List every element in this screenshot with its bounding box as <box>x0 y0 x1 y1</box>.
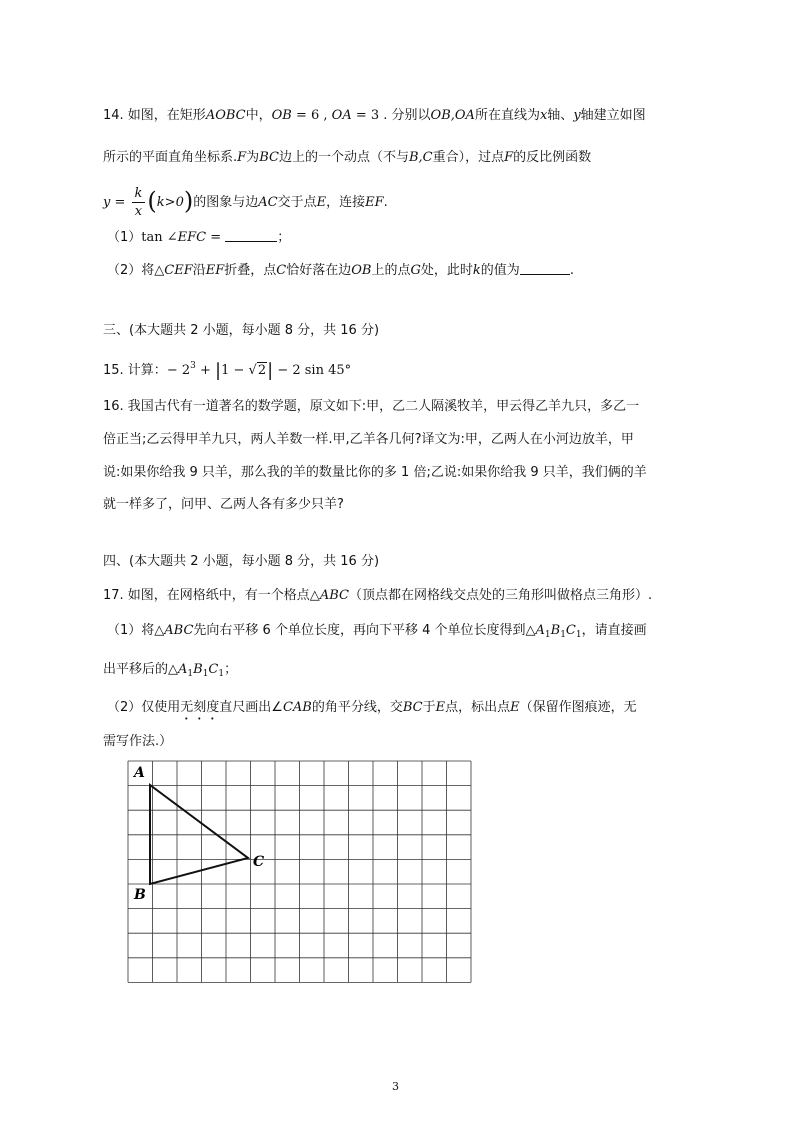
denominator: x <box>134 204 143 219</box>
point-b1: B <box>193 662 203 677</box>
text: （顶点都在网格线交点处的三角形叫做格点三角形）. <box>348 588 653 603</box>
q15: 15. 计算：− $2^3 + |1 - √2| - 2$ sin 45° <box>103 360 352 381</box>
text: 所在直线为 <box>474 108 540 123</box>
q17-part2 <box>107 699 637 723</box>
text: . <box>383 195 388 210</box>
point-f: F <box>237 150 247 165</box>
segment-bc: BC <box>259 150 279 165</box>
text: = 3 . 分别以 <box>351 108 431 123</box>
point-e: E <box>316 195 327 210</box>
sqrt-2: √2 <box>248 363 267 378</box>
point-a1: A <box>178 662 188 677</box>
numerator: k <box>132 185 146 203</box>
text: . <box>569 263 574 278</box>
q14-part1 <box>107 229 290 247</box>
text: 重合），过点 <box>432 150 505 165</box>
point-f: F <box>504 150 514 165</box>
point-e: E <box>510 700 520 715</box>
text: 中， <box>245 108 272 123</box>
text: ； <box>277 230 291 245</box>
q17-part1b <box>103 661 237 683</box>
text: ，请直接画 <box>581 623 647 638</box>
q17-part2b: 需写作法.） <box>103 734 173 749</box>
text: （2）仅使用 <box>107 700 181 715</box>
text: − 2 sin 45° <box>273 363 352 378</box>
segment-ob: OB <box>351 263 372 278</box>
segment-ob: OB <box>271 108 292 123</box>
text: 交于点 <box>277 195 317 210</box>
var-y: y <box>573 108 581 123</box>
q15-label: 15. 计算： <box>103 363 167 378</box>
text: 于 <box>422 700 436 715</box>
text: = <box>206 230 226 245</box>
q16-line3: 说:如果你给我 9 只羊，那么我的羊的数量比你的多 1 倍;乙说:如果你给我 9 只羊，我们俩的羊 <box>103 465 647 480</box>
text: 先向右平移 6 个单位长度，再向下平移 4 个单位长度得到△ <box>193 623 536 638</box>
text: 折叠，点 <box>224 263 277 278</box>
angle-cab: CAB <box>282 700 312 715</box>
text: 的图象与边 <box>193 195 259 210</box>
fraction-k-over-x <box>132 185 146 220</box>
var-x: x <box>539 108 548 123</box>
var-k: k <box>472 263 481 278</box>
segment-ac: AC <box>258 195 278 210</box>
point-c1: C <box>565 623 576 638</box>
q14-intro: 14. 如图，在矩形 <box>103 108 206 123</box>
triangle-cef: CEF <box>164 263 193 278</box>
label-a: A <box>134 765 145 781</box>
point-g: G <box>410 263 421 278</box>
emphasis-text: 无刻度 <box>180 700 220 715</box>
triangle-abc: ABC <box>319 588 349 603</box>
text: ，连接 <box>326 195 366 210</box>
segment-bc: BC <box>402 700 423 715</box>
text: 边上的一个动点（不与 <box>278 150 409 165</box>
q16-line2: 倍正当;乙云得甲羊九只，两人羊数一样.甲,乙羊各几何?译文为:甲，乙两人在小河边放羊，甲 <box>103 432 634 447</box>
q14-part2 <box>107 262 574 280</box>
q17-part1 <box>107 622 647 644</box>
text: 1 − <box>221 363 249 378</box>
condition: k>0 <box>156 195 184 210</box>
radicand: 2 <box>257 363 267 378</box>
subscript: 1 <box>187 669 194 679</box>
angle-efc: EFC <box>177 230 207 245</box>
text: 沿 <box>192 263 206 278</box>
grid-figure <box>120 760 480 990</box>
text: 出平移后的△ <box>103 662 178 677</box>
text: 所示的平面直角坐标系. <box>103 150 238 165</box>
subscript: 1 <box>202 669 209 679</box>
text: ； <box>224 662 238 677</box>
text: （保留作图痕迹，无 <box>519 700 637 715</box>
text: 上的点 <box>371 263 411 278</box>
part-label: （2）将△ <box>107 263 165 278</box>
point-b1: B <box>550 623 561 638</box>
answer-blank[interactable] <box>520 262 570 275</box>
q14-line3: y = $\frac{k}{x}$ (k>0)的图象与边AC交于点E，连接EF. <box>103 186 388 219</box>
subscript: 1 <box>218 669 225 679</box>
point-c1: C <box>208 662 219 677</box>
points-bc: B,C <box>408 150 433 165</box>
answer-blank[interactable] <box>225 229 277 242</box>
text: 17. 如图，在网格纸中，有一个格点△ <box>103 588 320 603</box>
point-a1: A <box>535 623 545 638</box>
segment-oa: OA <box>331 108 352 123</box>
text: − 2 <box>166 363 191 378</box>
q17-line1 <box>103 587 652 605</box>
triangle-abc: ABC <box>164 623 194 638</box>
segment-ef: EF <box>365 195 384 210</box>
subscript: 1 <box>560 630 566 640</box>
point-e: E <box>435 700 446 715</box>
label-b: B <box>134 887 146 903</box>
var-y: y <box>103 195 111 210</box>
text: 轴、 <box>547 108 574 123</box>
label-c: C <box>253 854 265 870</box>
subscript: 1 <box>575 630 582 640</box>
point-c: C <box>276 263 287 278</box>
subscript: 1 <box>544 630 551 640</box>
text: 的角平分线，交 <box>311 700 403 715</box>
text: 为 <box>246 150 260 165</box>
q14-line1 <box>103 107 646 125</box>
text: 的反比例函数 <box>513 150 592 165</box>
text: 点，标出点 <box>445 700 511 715</box>
q14-line2 <box>103 149 591 167</box>
text: （1）将△ <box>107 623 165 638</box>
text: tan ∠ <box>141 230 178 245</box>
text: 处，此时 <box>420 263 473 278</box>
part-label: （1） <box>107 230 142 245</box>
text: 轴建立如图 <box>580 108 646 123</box>
section-3-heading: 三、(本大题共 2 小题，每小题 8 分，共 16 分) <box>103 323 380 338</box>
grid-lines <box>128 761 471 982</box>
text: = <box>110 195 130 210</box>
text: 恰好落在边 <box>286 263 352 278</box>
text: 的值为 <box>480 263 520 278</box>
page-number: 3 <box>392 1080 399 1093</box>
q16-line4: 就一样多了，问甲、乙两人各有多少只羊? <box>103 497 344 512</box>
rect-name: AOBC <box>205 108 246 123</box>
segments: OB,OA <box>430 108 475 123</box>
q16-line1: 16. 我国古代有一道著名的数学题，原文如下:甲，乙二人隔溪牧羊，甲云得乙羊九只，多乙一 <box>103 399 640 414</box>
text: 直尺画出∠ <box>219 700 283 715</box>
text: + <box>195 363 216 378</box>
text: = 6 , <box>291 108 332 123</box>
exponent: 3 <box>190 361 196 371</box>
section-4-heading: 四、(本大题共 2 小题，每小题 8 分，共 16 分) <box>103 554 380 569</box>
segment-ef: EF <box>205 263 225 278</box>
